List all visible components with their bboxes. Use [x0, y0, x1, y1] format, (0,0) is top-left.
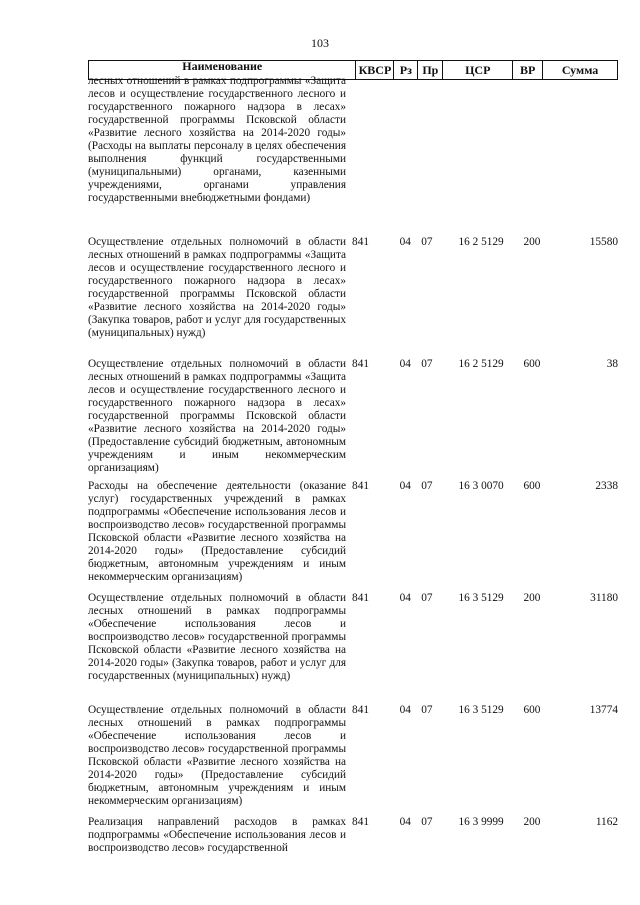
row-name: лесных отношений в рамках подпрограммы «Защита лесов и осуществление государственного лесного и государственного пожарного надзора в лесах» государственной программы Псковской области «Развитие лесного хозяйства на 2014-2020 годы» (Расходы на выплаты персоналу в целях обеспечения выполнения функций государственными (муниципальными) органами, казенными учреждениями, органами управления государственными внебюджетными фондами): [88, 75, 347, 204]
row-pr: 07: [421, 236, 433, 248]
row-csr: 16 2 5129: [458, 358, 504, 370]
row-pr: 07: [421, 592, 433, 604]
table-row: [88, 236, 618, 358]
row-rz: 04: [399, 816, 411, 828]
row-kvsr: 841: [352, 358, 369, 370]
table-row: [88, 704, 618, 816]
row-csr: 16 3 9999: [458, 816, 504, 828]
row-vr: 600: [523, 480, 541, 492]
header-sum: Сумма: [543, 61, 618, 79]
row-rz: 04: [399, 358, 411, 370]
row-sum: 2338: [595, 480, 618, 492]
row-vr: 200: [523, 592, 541, 604]
row-kvsr: 841: [352, 704, 369, 716]
row-sum: 31180: [590, 592, 618, 604]
row-name: Осуществление отдельных полномочий в области лесных отношений в рамках подпрограммы «Обеспечение использования лесов и воспроизводство лесов» государственной программы Псковской области «Развитие лесного хозяйства на 2014-2020 годы» (Закупка товаров, работ и услуг для государственных (муниципальных) нужд): [88, 592, 347, 682]
row-pr: 07: [421, 704, 433, 716]
page-number: 103: [311, 36, 329, 50]
row-kvsr: 841: [352, 592, 369, 604]
header-name: Наименование: [89, 61, 356, 79]
table-row: [88, 480, 618, 592]
row-csr: 16 3 5129: [458, 704, 504, 716]
row-pr: 07: [421, 358, 433, 370]
row-pr: 07: [421, 816, 433, 828]
row-csr: 16 2 5129: [458, 236, 504, 248]
table-body: [88, 75, 618, 858]
header-kvsr: КВСР: [356, 61, 394, 79]
row-vr: 600: [523, 358, 541, 370]
table-row: [88, 358, 618, 480]
row-name: Реализация направлений расходов в рамках подпрограммы «Обеспечение использования лесов и воспроизводство лесов» государственной: [88, 816, 347, 854]
header-vr: ВР: [513, 61, 543, 79]
table-row: [88, 816, 618, 858]
row-kvsr: 841: [352, 480, 369, 492]
row-csr: 16 3 5129: [458, 592, 504, 604]
budget-table: [88, 60, 618, 858]
row-vr: 200: [523, 816, 541, 828]
row-sum: 1162: [595, 816, 618, 828]
row-rz: 04: [399, 236, 411, 248]
row-name: Осуществление отдельных полномочий в области лесных отношений в рамках подпрограммы «Защита лесов и осуществление государственного лесного и государственного пожарного надзора в лесах» государственной программы Псковской области «Развитие лесного хозяйства на 2014-2020 годы» (Предоставление субсидий бюджетным, автономным учреждениям и иным некоммерческим организациям): [88, 358, 347, 474]
table-row: [88, 592, 618, 704]
row-sum: 13774: [589, 704, 618, 716]
row-sum: 15580: [589, 236, 618, 248]
header-rz: Рз: [394, 61, 418, 79]
row-rz: 04: [399, 480, 411, 492]
table-row: [88, 75, 618, 236]
row-vr: 600: [523, 704, 541, 716]
row-kvsr: 841: [352, 236, 369, 248]
row-csr: 16 3 0070: [458, 480, 504, 492]
row-name: Осуществление отдельных полномочий в области лесных отношений в рамках подпрограммы «Защита лесов и осуществление государственного лесного и государственного пожарного надзора в лесах» государственной программы Псковской области «Развитие лесного хозяйства на 2014-2020 годы» (Закупка товаров, работ и услуг для государственных (муниципальных) нужд): [88, 236, 347, 339]
row-pr: 07: [421, 480, 433, 492]
row-vr: 200: [523, 236, 541, 248]
row-sum: 38: [606, 358, 618, 370]
row-name: Расходы на обеспечение деятельности (оказание услуг) государственных учреждений в рамках подпрограммы «Обеспечение использования лесов и воспроизводство лесов» государственной программы Псковской области «Развитие лесного хозяйства на 2014-2020 годы» (Предоставление субсидий бюджетным, автономным учреждениям и иным некоммерческим организациям): [88, 480, 347, 583]
header-pr: Пр: [418, 61, 443, 79]
row-kvsr: 841: [352, 816, 369, 828]
row-rz: 04: [399, 704, 411, 716]
header-csr: ЦСР: [443, 61, 513, 79]
row-rz: 04: [399, 592, 411, 604]
row-name: Осуществление отдельных полномочий в области лесных отношений в рамках подпрограммы «Обеспечение использования лесов и воспроизводство лесов» государственной программы Псковской области «Развитие лесного хозяйства на 2014-2020 годы» (Предоставление субсидий бюджетным, автономным учреждениям и иным некоммерческим организациям): [88, 704, 347, 807]
